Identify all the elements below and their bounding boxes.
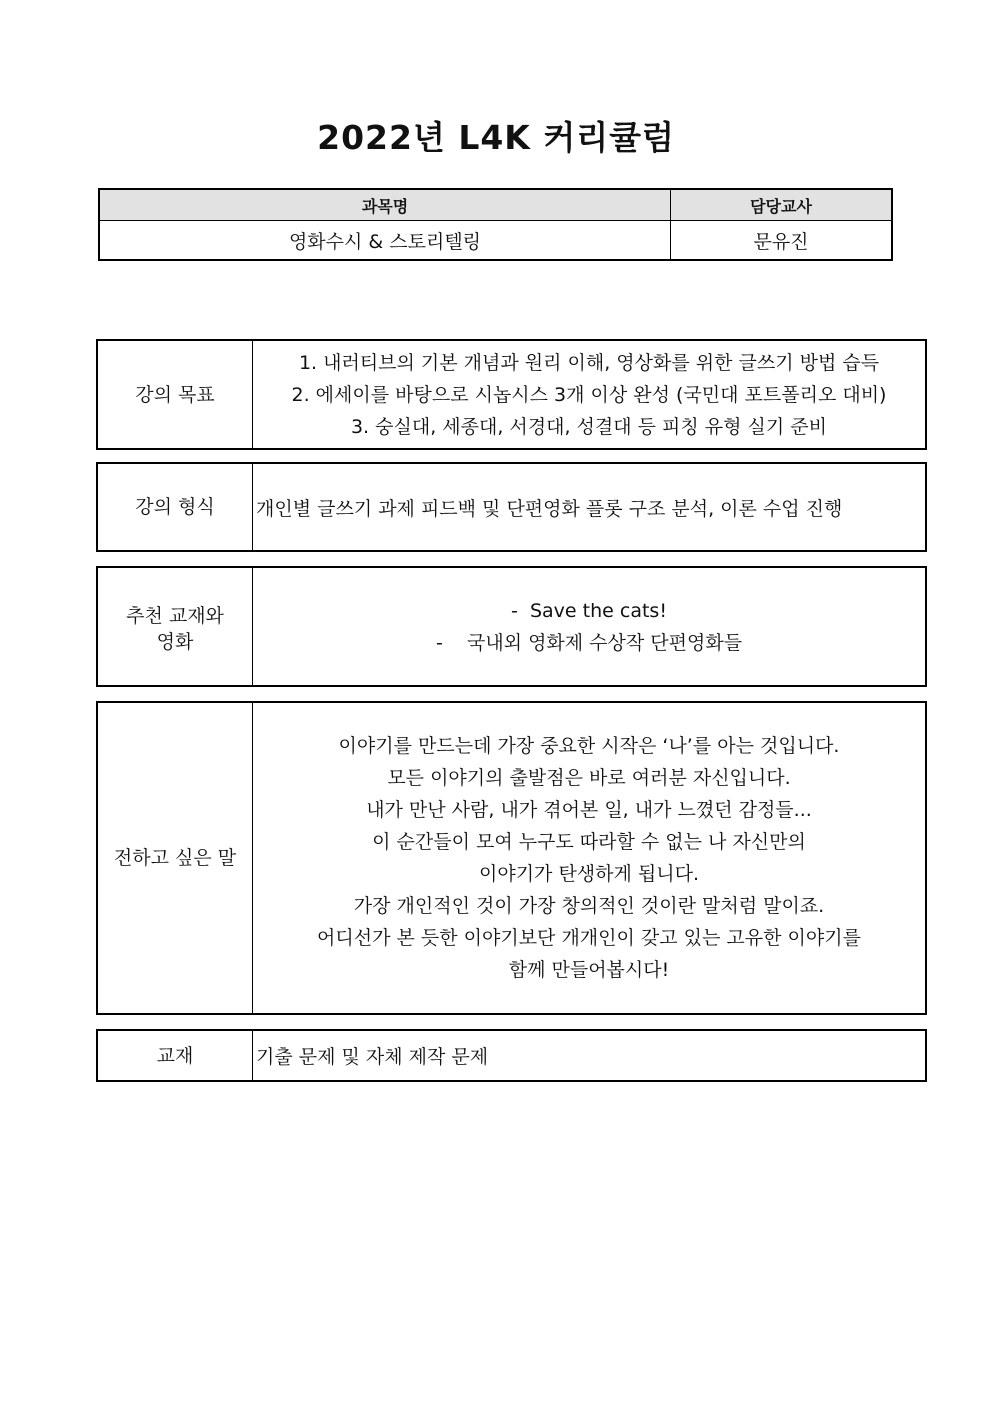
format-label: 강의 형식: [97, 463, 253, 551]
teacher-name: 문유진: [671, 221, 893, 261]
message-content: [253, 702, 927, 1014]
recommended-section: [96, 566, 927, 687]
message-line: 이야기가 탄생하게 됩니다.: [478, 863, 699, 885]
goals-section: [96, 339, 927, 450]
goal-line: 2. 에세이를 바탕으로 시놉시스 3개 이상 완성 (국민대 포트폴리오 대비): [291, 383, 887, 406]
message-section: [96, 701, 927, 1015]
format-content: 개인별 글쓰기 과제 피드백 및 단편영화 플롯 구조 분석, 이론 수업 진행: [253, 463, 927, 551]
goals-label: 강의 목표: [97, 340, 253, 449]
recommended-label-line: 영화: [156, 630, 194, 653]
recommended-item: - 국내외 영화제 수상작 단편영화들: [435, 631, 743, 654]
recommended-content: [253, 567, 927, 686]
textbook-label: 교재: [97, 1030, 253, 1081]
textbook-content: 기출 문제 및 자체 제작 문제: [253, 1030, 927, 1081]
goal-line: 3. 숭실대, 세종대, 서경대, 성결대 등 피칭 유형 실기 준비: [350, 415, 828, 438]
course-name: 영화수시 & 스토리텔링: [99, 221, 671, 261]
textbook-section: [96, 1029, 927, 1082]
message-line: 이야기를 만드는데 가장 중요한 시작은 ‘나’를 아는 것입니다.: [338, 735, 840, 757]
recommended-label: [97, 567, 253, 686]
course-info-table: [98, 188, 893, 261]
goal-line: 1. 내러티브의 기본 개념과 원리 이해, 영상화를 위한 글쓰기 방법 습득: [298, 351, 880, 374]
message-line: 가장 개인적인 것이 가장 창의적인 것이란 말처럼 말이죠.: [353, 895, 825, 917]
message-line: 어디선가 본 듯한 이야기보단 개개인이 갖고 있는 고유한 이야기를: [317, 927, 861, 949]
message-line: 내가 만난 사람, 내가 겪어본 일, 내가 느꼈던 감정들...: [366, 799, 812, 821]
format-section: [96, 462, 927, 552]
page-title: 2022년 L4K 커리큘럼: [317, 118, 675, 157]
message-label: 전하고 싶은 말: [97, 702, 253, 1014]
teacher-header: 담당교사: [671, 189, 893, 221]
message-line: 이 순간들이 모여 누구도 따라할 수 없는 나 자신만의: [372, 831, 806, 853]
recommended-item: - Save the cats!: [511, 599, 667, 622]
goals-content: [253, 340, 927, 449]
recommended-label-line: 추천 교재와: [126, 604, 224, 627]
message-line: 모든 이야기의 출발점은 바로 여러분 자신입니다.: [387, 767, 791, 789]
course-info-header-row: [99, 189, 892, 221]
course-name-header: 과목명: [99, 189, 671, 221]
message-line: 함께 만들어봅시다!: [508, 959, 670, 981]
course-info-value-row: [99, 221, 892, 261]
